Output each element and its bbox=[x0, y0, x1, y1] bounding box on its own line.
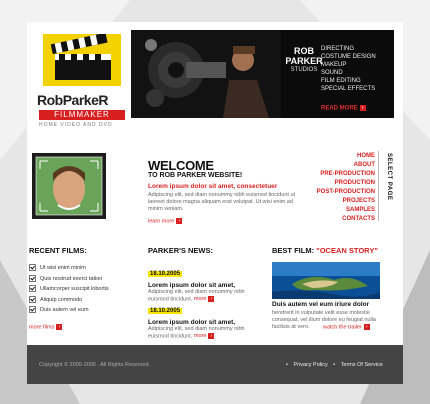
nav-item-post-production[interactable]: POST-PRODUCTION bbox=[316, 189, 375, 195]
services-list bbox=[321, 45, 376, 93]
list-item[interactable]: Quis nostrud exerci tation bbox=[29, 274, 109, 285]
copyright-text: Copyright © 2005-2006 . All Rights Reserved. bbox=[39, 362, 151, 368]
learn-more-link[interactable]: learn more › bbox=[148, 218, 182, 224]
watch-trailer-link[interactable]: watch the trailer › bbox=[323, 324, 370, 330]
best-film-image[interactable] bbox=[272, 262, 380, 299]
logo[interactable] bbox=[35, 30, 127, 132]
welcome-title: WELCOME bbox=[148, 158, 214, 173]
studio-subtitle: STUDIOS bbox=[290, 67, 318, 73]
checkbox-icon bbox=[29, 285, 36, 292]
studio-name: ROB PARKER bbox=[285, 46, 323, 66]
best-film-headline: Duis autem vel eum iriure dolor bbox=[272, 301, 370, 308]
terms-of-service-link[interactable]: Terms Of Service bbox=[340, 362, 383, 368]
service-item: MAKEUP bbox=[321, 62, 347, 68]
news-date: 18.10.2005 bbox=[150, 271, 181, 277]
checkbox-icon bbox=[29, 296, 36, 303]
nav-item-about[interactable]: ABOUT bbox=[353, 162, 375, 168]
news-headline: Lorem ipsum dolor sit amet, bbox=[148, 282, 236, 289]
service-item: SOUND bbox=[321, 70, 343, 76]
privacy-policy-link[interactable]: Privacy Policy bbox=[293, 362, 328, 368]
recent-films-list bbox=[29, 263, 109, 316]
checkbox-icon bbox=[29, 275, 36, 282]
footer-links bbox=[286, 362, 387, 368]
nav-item-pre-production[interactable]: PRE-PRODUCTION bbox=[320, 171, 375, 177]
list-item[interactable]: Aliquip commodo bbox=[29, 295, 109, 306]
service-item: DIRECTING bbox=[321, 46, 354, 52]
news-more-link[interactable]: more › bbox=[194, 333, 215, 339]
nav-item-projects[interactable]: PROJECTS bbox=[342, 198, 375, 204]
best-film-name: "OCEAN STORY" bbox=[316, 246, 378, 255]
arrow-right-icon: › bbox=[176, 218, 182, 224]
list-item[interactable]: Ullamcorper suscipit lobortis bbox=[29, 284, 109, 295]
news-headline: Lorem ipsum dolor sit amet, bbox=[148, 319, 236, 326]
checkbox-icon bbox=[29, 264, 36, 271]
news-title: PARKER'S NEWS: bbox=[148, 246, 213, 255]
footer bbox=[27, 345, 403, 384]
arrow-right-icon: › bbox=[364, 324, 370, 330]
welcome-lead: Lorem ipsum dolor sit amet, consectetuer bbox=[148, 183, 278, 190]
footer-bullet-icon: ▪ bbox=[286, 362, 288, 368]
brand-subtitle: HOME VIDEO AND DVD bbox=[39, 122, 113, 128]
service-item: SPECIAL EFFECTS bbox=[321, 86, 376, 92]
service-item: COSTUME DESIGN bbox=[321, 54, 376, 60]
more-films-link[interactable]: more films › bbox=[29, 324, 62, 330]
nav-item-production[interactable]: PRODUCTION bbox=[334, 180, 375, 186]
arrow-right-icon: › bbox=[360, 105, 366, 111]
news-more-link[interactable]: more › bbox=[194, 296, 215, 302]
best-film-body: hendrerit in vulputate velit esse molestie consequat, vel illum dolore eu feugiat nulla facilisis at vero. bbox=[272, 310, 376, 330]
nav-divider bbox=[378, 151, 379, 221]
best-film-title: BEST FILM: "OCEAN STORY" bbox=[272, 246, 378, 255]
main-nav bbox=[317, 152, 375, 224]
welcome-body: Adipiscing elit, sed diam nonummy nibh euismod tincidunt ut laoreet dolore magna aliquam erat volutpat. Ut wisi enim ad minim veniam. bbox=[148, 192, 296, 212]
news-body: Adipiscing elit, sed diam nonummy nibh euismod tincidunt. more › bbox=[148, 289, 245, 303]
nav-item-home[interactable]: HOME bbox=[357, 153, 375, 159]
brand-name: RobParkeR bbox=[37, 92, 108, 108]
service-item: FILM EDITING bbox=[321, 78, 361, 84]
portrait-photo bbox=[32, 153, 106, 219]
read-more-link[interactable]: READ MORE › bbox=[321, 105, 366, 112]
arrow-right-icon: › bbox=[208, 296, 214, 302]
checkbox-icon bbox=[29, 306, 36, 313]
clapperboard-icon bbox=[43, 34, 121, 86]
list-item[interactable]: Duis autem vel eum bbox=[29, 305, 109, 316]
footer-bullet-icon: ▪ bbox=[333, 362, 336, 368]
page-container bbox=[27, 22, 403, 384]
welcome-subtitle: TO ROB PARKER WEBSITE! bbox=[148, 172, 243, 179]
nav-item-contacts[interactable]: CONTACTS bbox=[342, 216, 375, 222]
news-date: 18.10.2005 bbox=[150, 308, 181, 314]
news-item bbox=[148, 262, 260, 303]
nav-item-samples[interactable]: SAMPLES bbox=[345, 207, 375, 213]
arrow-right-icon: › bbox=[208, 333, 214, 339]
brand-tagline: FILMMAKER bbox=[39, 110, 125, 120]
header-banner bbox=[131, 30, 394, 118]
news-item bbox=[148, 299, 260, 340]
arrow-right-icon: › bbox=[56, 324, 62, 330]
news-body: Adipiscing elit, sed diam nonummy nibh euismod tincidunt. more › bbox=[148, 326, 245, 340]
select-page-label: SELECT PAGE bbox=[386, 153, 392, 201]
cameraman-photo bbox=[131, 30, 281, 118]
list-item[interactable]: Ut wisi enim minim bbox=[29, 263, 109, 274]
recent-films-title: RECENT FILMS: bbox=[29, 246, 87, 255]
